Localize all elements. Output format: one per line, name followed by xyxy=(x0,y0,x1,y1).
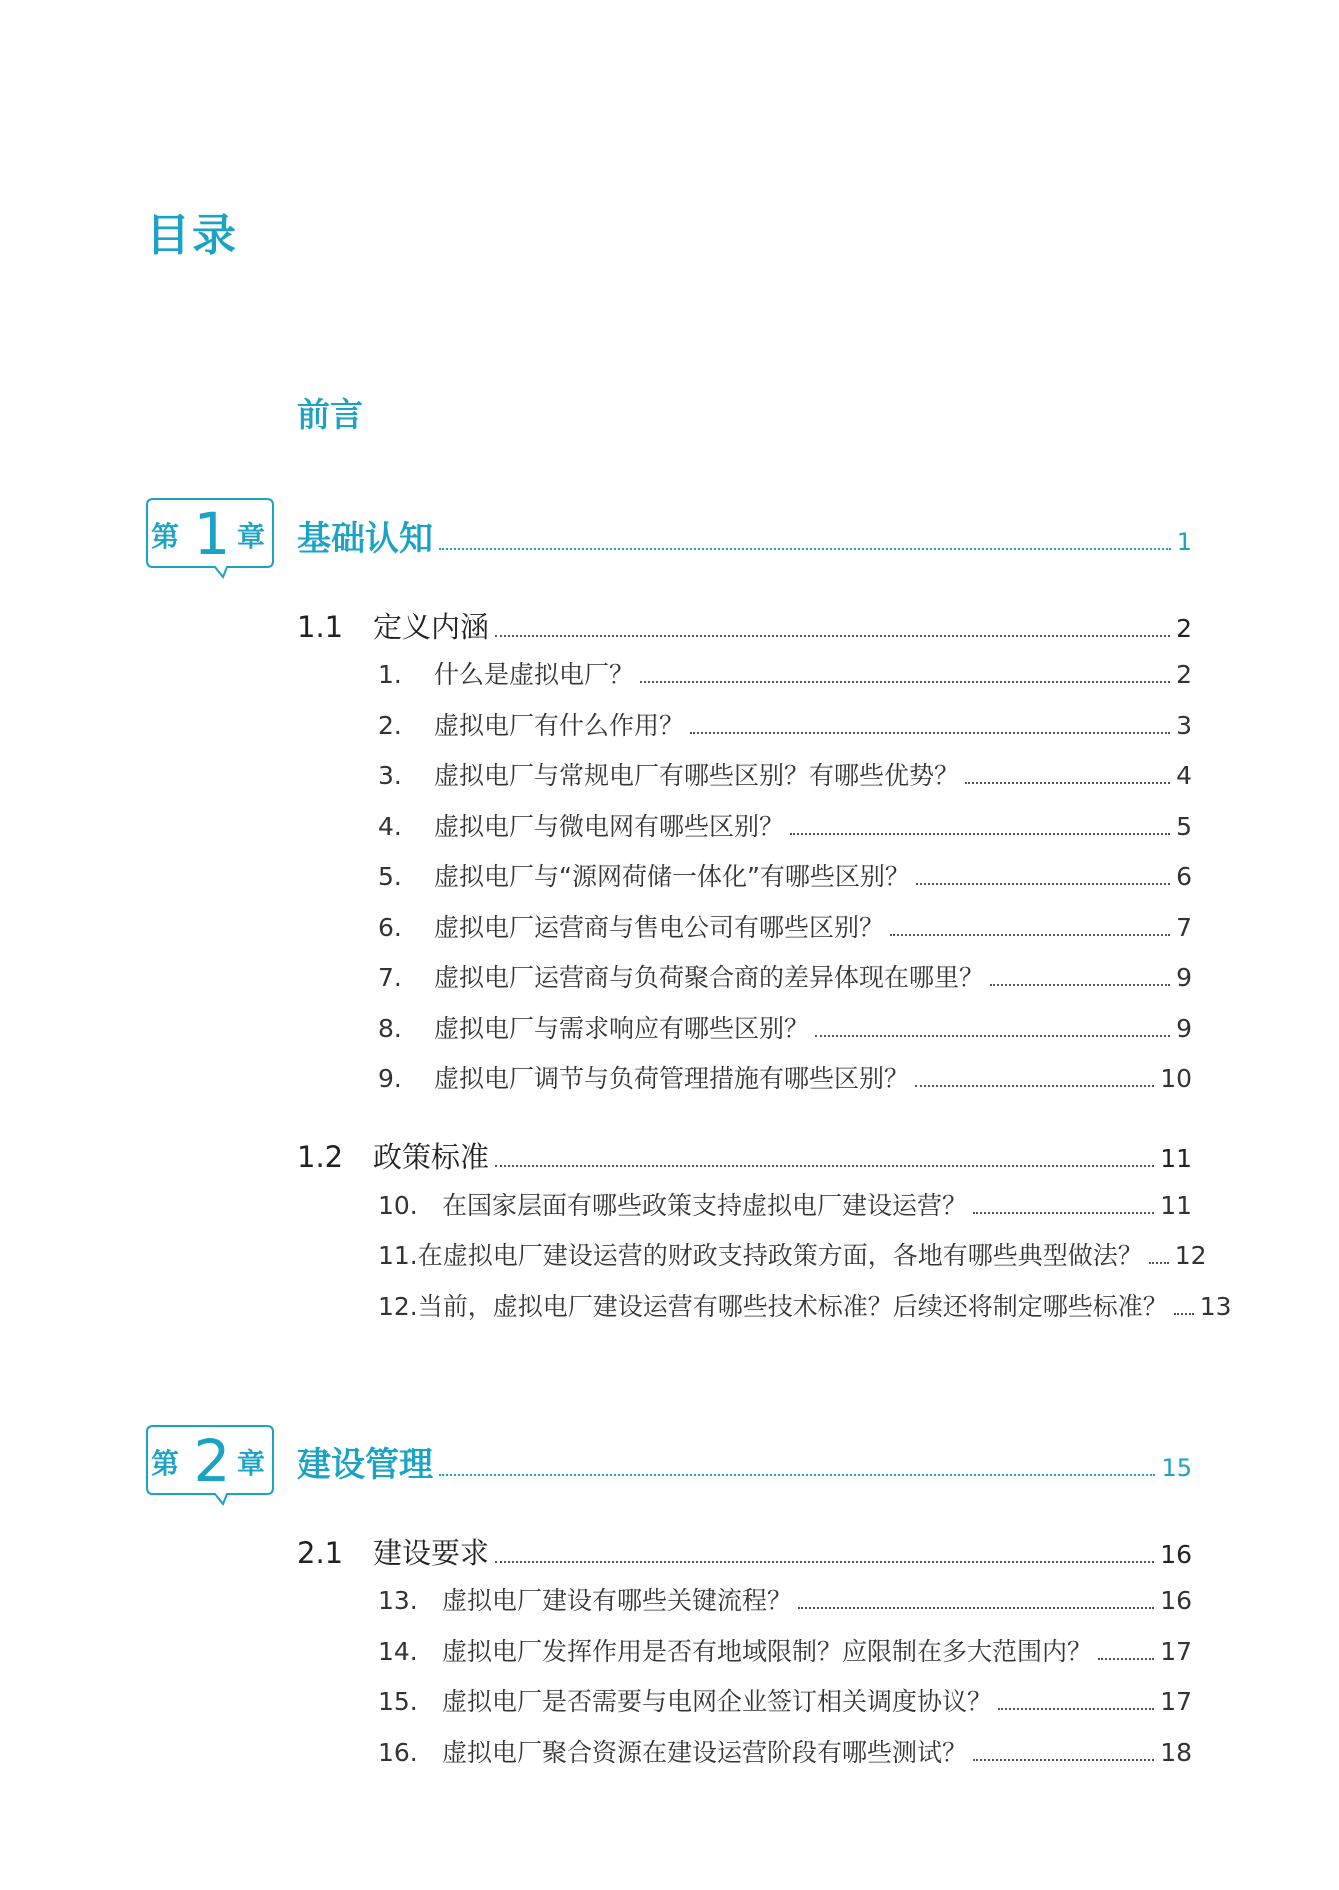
dot-leader xyxy=(690,732,1170,734)
item-title: 虚拟电厂调节与负荷管理措施有哪些区别？ xyxy=(434,1064,910,1093)
page-number: 4 xyxy=(1176,761,1192,790)
toc-section-1-1[interactable] xyxy=(297,605,1192,646)
toc-item[interactable] xyxy=(378,857,1192,893)
item-number: 11. xyxy=(378,1241,418,1270)
item-title: 虚拟电厂与“源网荷储一体化”有哪些区别？ xyxy=(434,862,910,891)
page-number: 3 xyxy=(1176,711,1192,740)
toc-item[interactable] xyxy=(378,1733,1192,1769)
chapter-prefix: 第 xyxy=(151,520,180,553)
item-title: 当前，虚拟电厂建设运营有哪些技术标准？后续还将制定哪些标准？ xyxy=(417,1292,1168,1321)
toc-item[interactable] xyxy=(378,908,1192,944)
toc-item[interactable] xyxy=(378,1581,1192,1617)
page-number: 9 xyxy=(1176,963,1192,992)
dot-leader xyxy=(1174,1313,1194,1315)
dot-leader xyxy=(990,984,1170,986)
chapter-number: 2 xyxy=(193,1427,231,1495)
page-number: 12 xyxy=(1174,1241,1207,1270)
page-number: 10 xyxy=(1160,1064,1192,1093)
toc-chapter-2[interactable] xyxy=(297,1437,1192,1486)
dot-leader xyxy=(640,681,1170,683)
toc-chapter-1[interactable] xyxy=(297,511,1192,560)
item-title: 虚拟电厂聚合资源在建设运营阶段有哪些测试？ xyxy=(442,1738,968,1767)
item-number: 3. xyxy=(378,761,402,790)
dot-leader xyxy=(998,1708,1154,1710)
chapter-suffix: 章 xyxy=(237,520,266,553)
toc-item[interactable] xyxy=(378,958,1192,994)
dot-leader xyxy=(439,1474,1155,1476)
item-number: 1. xyxy=(378,660,402,689)
toc-item[interactable] xyxy=(378,655,1192,691)
toc-item[interactable] xyxy=(378,1682,1192,1718)
dot-leader xyxy=(965,782,1170,784)
page-title: 目录 xyxy=(146,210,238,261)
item-number: 2. xyxy=(378,711,402,740)
toc-item[interactable] xyxy=(378,1287,1232,1323)
dot-leader xyxy=(973,1212,1154,1214)
page-number: 1 xyxy=(1176,528,1192,556)
section-title: 建设要求 xyxy=(373,1536,490,1570)
section-number: 1.1 xyxy=(297,610,344,644)
item-title: 虚拟电厂发挥作用是否有地域限制？应限制在多大范围内？ xyxy=(442,1637,1093,1666)
item-number: 7. xyxy=(378,963,402,992)
dot-leader xyxy=(890,934,1170,936)
item-number: 14. xyxy=(378,1637,418,1666)
dot-leader xyxy=(915,1085,1154,1087)
item-number: 16. xyxy=(378,1738,418,1767)
toc-item[interactable] xyxy=(378,1236,1207,1272)
item-number: 4. xyxy=(378,812,402,841)
dot-leader xyxy=(815,1035,1170,1037)
item-title: 在国家层面有哪些政策支持虚拟电厂建设运营？ xyxy=(442,1191,968,1220)
chapter-suffix: 章 xyxy=(237,1447,266,1480)
page-number: 17 xyxy=(1160,1637,1192,1666)
toc-section-1-2[interactable] xyxy=(297,1135,1192,1176)
dot-leader xyxy=(1098,1658,1154,1660)
dot-leader xyxy=(798,1607,1154,1609)
page-number: 18 xyxy=(1160,1738,1192,1767)
toc-item[interactable] xyxy=(378,807,1192,843)
item-number: 8. xyxy=(378,1014,402,1043)
dot-leader xyxy=(439,548,1171,550)
dot-leader xyxy=(790,833,1170,835)
section-title: 定义内涵 xyxy=(373,610,490,644)
page-number: 6 xyxy=(1176,862,1192,891)
page-number: 16 xyxy=(1160,1540,1192,1569)
item-title: 虚拟电厂有什么作用？ xyxy=(434,711,685,740)
chapter-title: 建设管理 xyxy=(297,1445,433,1485)
dot-leader xyxy=(495,1165,1154,1167)
item-title: 什么是虚拟电厂？ xyxy=(434,660,635,689)
dot-leader xyxy=(495,635,1170,637)
dot-leader xyxy=(973,1759,1154,1761)
dot-leader xyxy=(1149,1262,1169,1264)
item-number: 12. xyxy=(378,1292,418,1321)
page-number: 16 xyxy=(1160,1586,1192,1615)
preface-heading[interactable]: 前言 xyxy=(297,395,363,434)
toc-section-2-1[interactable] xyxy=(297,1531,1192,1572)
page-number: 11 xyxy=(1160,1144,1192,1173)
item-number: 6. xyxy=(378,913,402,942)
page-number: 11 xyxy=(1160,1191,1192,1220)
page-number: 5 xyxy=(1176,812,1192,841)
item-title: 虚拟电厂运营商与售电公司有哪些区别？ xyxy=(434,913,885,942)
chapter-number: 1 xyxy=(193,500,231,568)
item-title: 在虚拟电厂建设运营的财政支持政策方面，各地有哪些典型做法？ xyxy=(417,1241,1143,1270)
item-number: 9. xyxy=(378,1064,402,1093)
dot-leader xyxy=(916,883,1170,885)
page-number: 7 xyxy=(1176,913,1192,942)
item-number: 15. xyxy=(378,1687,418,1716)
page-number: 15 xyxy=(1161,1454,1192,1482)
section-number: 2.1 xyxy=(297,1536,344,1570)
item-number: 10. xyxy=(378,1191,418,1220)
toc-item[interactable] xyxy=(378,1186,1192,1222)
item-number: 13. xyxy=(378,1586,418,1615)
page-number: 2 xyxy=(1176,614,1192,643)
section-title: 政策标准 xyxy=(373,1140,490,1174)
item-title: 虚拟电厂运营商与负荷聚合商的差异体现在哪里？ xyxy=(434,963,985,992)
toc-item[interactable] xyxy=(378,706,1192,742)
chapter-2-badge xyxy=(145,1424,275,1504)
page-number: 9 xyxy=(1176,1014,1192,1043)
page-number: 2 xyxy=(1176,660,1192,689)
chapter-prefix: 第 xyxy=(151,1447,180,1480)
chapter-1-badge xyxy=(145,497,275,577)
item-title: 虚拟电厂与微电网有哪些区别？ xyxy=(434,812,785,841)
toc-item[interactable] xyxy=(378,1059,1192,1095)
toc-item[interactable] xyxy=(378,1009,1192,1045)
page-number: 13 xyxy=(1199,1292,1232,1321)
item-title: 虚拟电厂是否需要与电网企业签订相关调度协议？ xyxy=(442,1687,993,1716)
page-number: 17 xyxy=(1160,1687,1192,1716)
toc-item[interactable] xyxy=(378,756,1192,792)
toc-item[interactable] xyxy=(378,1632,1192,1668)
item-title: 虚拟电厂与常规电厂有哪些区别？有哪些优势？ xyxy=(434,761,960,790)
item-title: 虚拟电厂建设有哪些关键流程？ xyxy=(442,1586,793,1615)
item-title: 虚拟电厂与需求响应有哪些区别？ xyxy=(434,1014,810,1043)
chapter-title: 基础认知 xyxy=(297,519,433,559)
section-number: 1.2 xyxy=(297,1140,344,1174)
dot-leader xyxy=(495,1561,1154,1563)
item-number: 5. xyxy=(378,862,402,891)
